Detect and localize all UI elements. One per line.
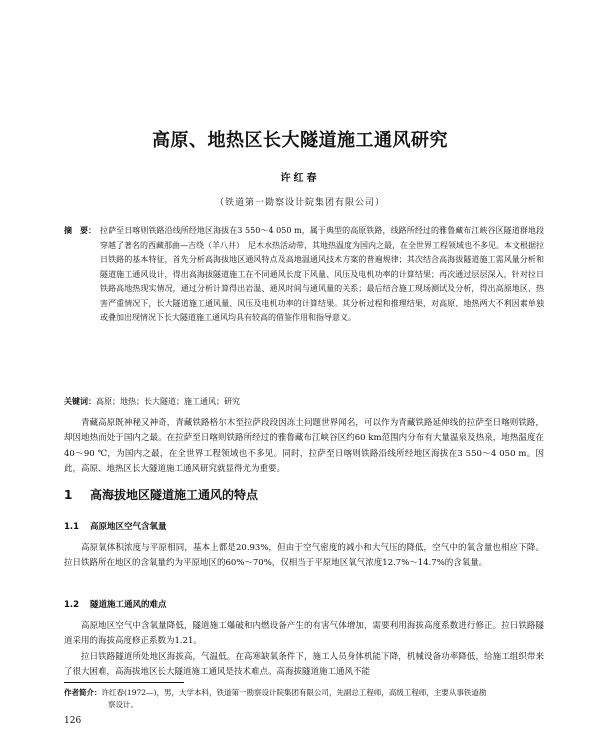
paragraph-1-2a: 高原地区空气中含氧量降低，隧道施工爆破和内燃设备产生的有害气体增加，需要利用海拔高度系数进行修正。拉日铁路隧道采用的海拔高度修正系数为1.21。 [64, 621, 544, 647]
section-heading-1 [64, 486, 544, 503]
section-title: 高海拔地区隧道施工通风的特点 [90, 488, 259, 502]
paper-title: 高原、地热区长大隧道施工通风研究 [152, 130, 448, 151]
footnote-rule [64, 682, 184, 683]
footnote-text: 许红春(1972—)，男，大学本科，铁道第一勘察设计院集团有限公司，先副总工程师，高级工程师，主要从事铁道勘 [101, 688, 487, 697]
abstract-label: 摘 要： [64, 226, 96, 235]
author-affiliation: （铁道第一勘察设计院集团有限公司） [214, 198, 385, 208]
intro-paragraph: 青藏高原既神秘又神奇，青藏铁路格尔木至拉萨段段因冻土问题世界闻名，可以作为青藏铁路延伸线的拉萨至日喀则铁路，却因地热而处于国内之最。在拉萨至日喀则铁路所经过的雅鲁藏布江峡谷区约60 km范围内分布有大量温泉及热泉，地热温度在40～90 ℃，为国内之最，在全世界工程领域也不多见。同时，拉萨至日喀则铁路沿线所经地区海拔在3 550～4 050 m。因此，高原、地热区长大隧道施工通风研究就显得尤为重要。 [64, 418, 544, 475]
paragraph-1-2b: 拉日铁路隧道所处地区海拔高，气温低。在高寒缺氧条件下，施工人员身体机能下降，机械设备功率降低，给施工组织带来了很大困难，高海拔地区长大隧道施工通风是技术难点。高海拔隧道施工通风不能 [64, 652, 544, 678]
subsection-heading-1-2 [64, 598, 544, 610]
subsection-heading-1-1 [64, 520, 544, 532]
paragraph-1-1: 高原氧体积浓度与平原相同，基本上都是20.93%，但由于空气密度的减小和大气压的降低，空气中的氧含量也相应下降。拉日铁路所在地区的含氧量约为平原地区的60%～70%，仅相当于平原地区氧气浓度12.7%～14.7%的含氧量。 [64, 543, 544, 569]
subsection-number: 1.1 [64, 522, 80, 532]
keywords-text: 高原；地热；长大隧道；施工通风；研究 [96, 397, 240, 406]
keywords-block [64, 396, 544, 408]
abstract-block [64, 224, 544, 326]
subsection-number: 1.2 [64, 600, 80, 610]
abstract-text: 拉萨至日喀则铁路沿线所经地区海拔在3 550～4 050 m，属于典型的高原铁路，线路所经过的雅鲁藏布江峡谷区隧道群地段穿越了著名的西藏那曲—吉绕（羊八井） 尼木水热活动带，其地热温度为国内之最，在全世界工程领域也不多见。本文根据拉日铁路的基本特征，首先分析高海拔地区通风特点及高地温通风技术方案的普遍规律；其次结合高海拔隧道施工需风量分析和隧道施工通风设计，得出高海拔隧道施工在不同通风长度下风量、风压及电机功率的计算结果；再次通过层层深入，针对拉日铁路高地热现实情况，通过分析计算得出岩温、通风时间与通风量的关系；最后结合施工现场测试及分析，得出高原地区、热害严重情况下，长大隧道施工通风量、风压及电机功率的计算结果。其分析过程和推理结果，对高原、地热两大不利因素单独或叠加出现情况下长大隧道施工通风均具有较高的借鉴作用和指导意义。 [100, 226, 544, 322]
author-name: 许红春 [280, 173, 320, 184]
subsection-title: 高原地区空气含氧量 [90, 522, 167, 532]
page-number: 126 [64, 716, 82, 726]
footnote-text-continued: 察设计。 [108, 700, 138, 709]
section-number: 1 [64, 488, 73, 502]
footnote-label: 作者简介： [64, 688, 102, 697]
subsection-title: 隧道施工通风的难点 [90, 600, 167, 610]
author-footnote [64, 687, 544, 711]
keywords-label: 关键词： [64, 397, 96, 406]
